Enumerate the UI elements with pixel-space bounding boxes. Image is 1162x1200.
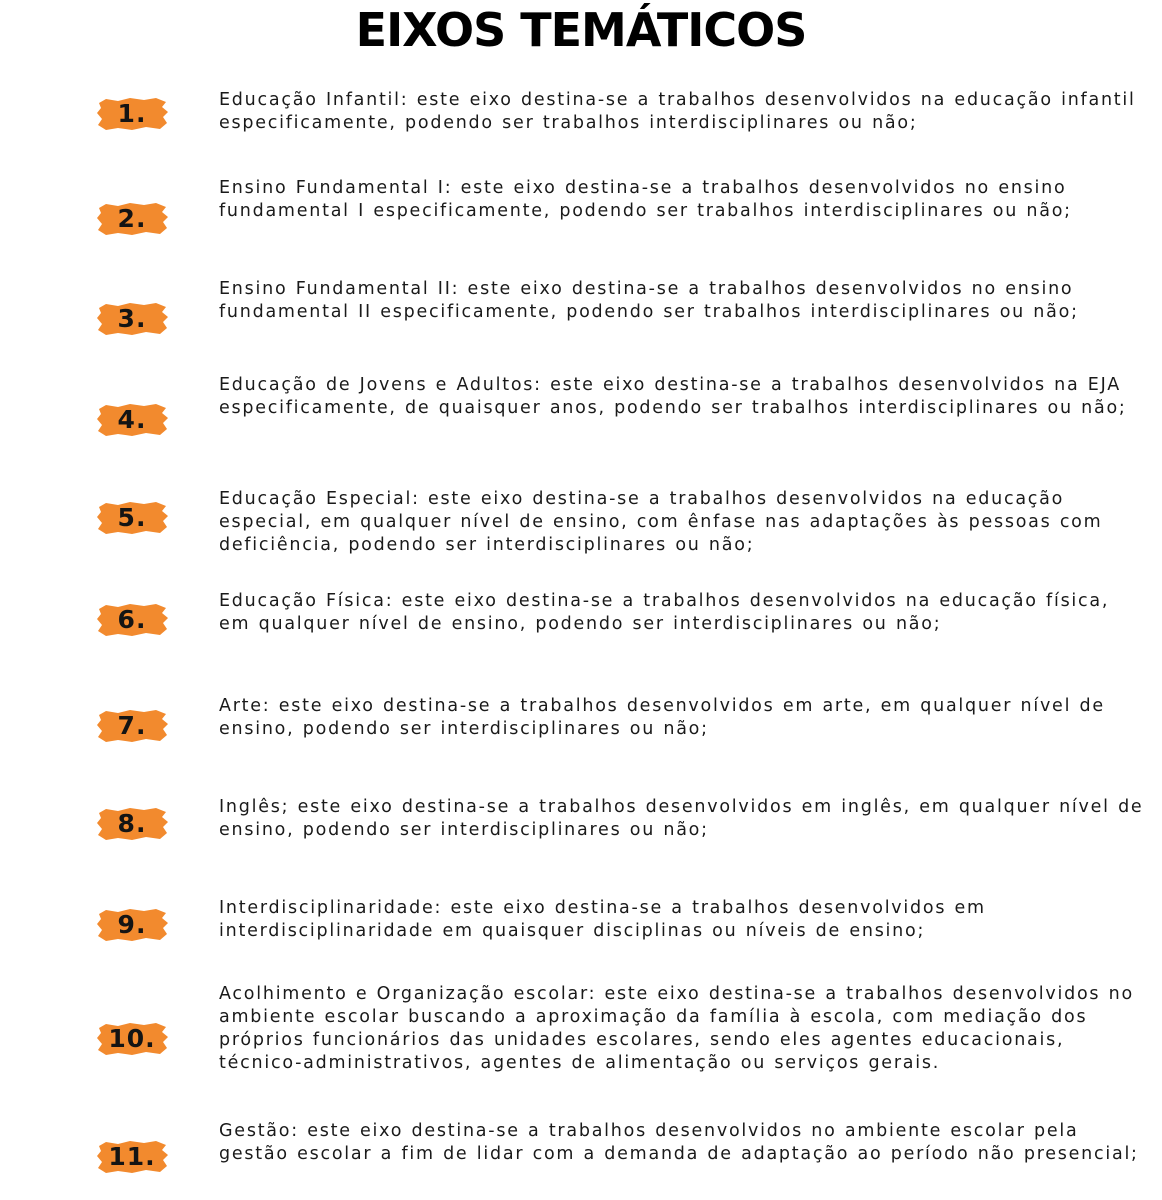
item-description: Educação Infantil: este eixo destina-se a trabalhos desenvolvidos na educação infantil especificamente, podendo ser trabalhos interdisciplinares ou não; <box>219 90 1136 133</box>
item-number: 2. <box>117 204 147 233</box>
number-badge <box>96 602 168 638</box>
number-badge <box>96 1139 168 1175</box>
number-badge <box>96 806 168 842</box>
item-description: Inglês; este eixo destina-se a trabalhos desenvolvidos em inglês, em qualquer nível de ensino, podendo ser interdisciplinares ou não; <box>219 797 1144 840</box>
item-description: Educação de Jovens e Adultos: este eixo destina-se a trabalhos desenvolvidos na EJA especificamente, de quaisquer anos, podendo ser trabalhos interdisciplinares ou não; <box>219 375 1127 418</box>
item-number: 1. <box>117 99 147 128</box>
page-title: EIXOS TEMÁTICOS <box>355 3 807 57</box>
number-badge <box>96 201 168 237</box>
item-description: Arte: este eixo destina-se a trabalhos desenvolvidos em arte, em qualquer nível de ensino, podendo ser interdisciplinares ou não; <box>219 696 1105 739</box>
item-number: 10. <box>108 1024 156 1053</box>
item-number: 7. <box>117 711 147 740</box>
item-description: Interdisciplinaridade: este eixo destina-se a trabalhos desenvolvidos em interdisciplinaridade em quaisquer disciplinas ou níveis de ensino; <box>219 898 986 941</box>
item-description: Educação Especial: este eixo destina-se a trabalhos desenvolvidos na educação especial, em qualquer nível de ensino, com ênfase nas adaptações às pessoas com deficiência, podendo ser interdisciplinares ou não; <box>219 489 1103 555</box>
number-badge <box>96 402 168 438</box>
number-badge <box>96 500 168 536</box>
item-description: Acolhimento e Organização escolar: este eixo destina-se a trabalhos desenvolvidos no ambiente escolar buscando a aproximação da família à escola, com mediação dos próprios funcionários das unidades escolares, sendo eles agentes educacionais, técnico-administrativos, agentes de alimentação ou serviços gerais. <box>219 984 1134 1073</box>
number-badge <box>96 708 168 744</box>
item-number: 11. <box>108 1142 156 1171</box>
item-description: Ensino Fundamental I: este eixo destina-se a trabalhos desenvolvidos no ensino fundamental I especificamente, podendo ser trabalhos interdisciplinares ou não; <box>219 178 1072 221</box>
item-description: Gestão: este eixo destina-se a trabalhos desenvolvidos no ambiente escolar pela gestão escolar a fim de lidar com a demanda de adaptação ao período não presencial; <box>219 1121 1139 1164</box>
item-number: 5. <box>117 503 147 532</box>
item-description: Educação Física: este eixo destina-se a trabalhos desenvolvidos na educação física, em qualquer nível de ensino, podendo ser interdisciplinares ou não; <box>219 591 1110 634</box>
item-number: 3. <box>117 304 147 333</box>
number-badge <box>96 1021 168 1057</box>
item-number: 6. <box>117 605 147 634</box>
number-badge <box>96 907 168 943</box>
number-badge <box>96 301 168 337</box>
item-number: 8. <box>117 809 147 838</box>
item-description: Ensino Fundamental II: este eixo destina-se a trabalhos desenvolvidos no ensino fundamental II especificamente, podendo ser trabalhos interdisciplinares ou não; <box>219 279 1079 322</box>
number-badge <box>96 96 168 132</box>
item-number: 4. <box>117 405 147 434</box>
item-number: 9. <box>117 910 147 939</box>
